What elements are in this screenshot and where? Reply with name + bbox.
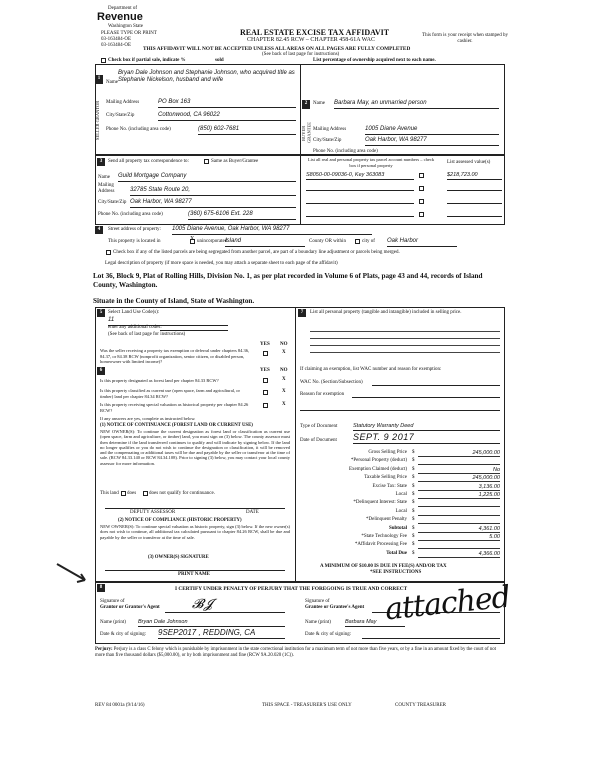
grantor-date-label: Date & city of signing: — [100, 632, 147, 637]
calc-row — [300, 458, 502, 466]
calc-label: *State Technology Fee — [361, 534, 407, 539]
dollar-sign: $ — [412, 542, 415, 548]
sign-here-arrow-icon — [55, 560, 97, 588]
calc-row — [300, 534, 502, 542]
corr-city-label: City/State/Zip — [98, 200, 127, 205]
warning-text: THIS AFFIDAVIT WILL NOT BE ACCEPTED UNLESS ALL AREAS ON ALL PAGES ARE FULLY COMPLETED — [143, 46, 411, 52]
land-label: This land — [100, 491, 119, 496]
calc-label: Exemption Claimed (deduct) — [348, 466, 407, 472]
doc-type-label: Type of Document — [300, 424, 338, 429]
corr-name-label: Name — [98, 175, 110, 180]
seller-city-label: City/State/Zip — [106, 113, 135, 118]
calc-value[interactable]: 1,225.00 — [418, 492, 500, 499]
land-use-code[interactable]: 11 — [108, 317, 228, 326]
situate-text[interactable]: Situate in the County of Island, State of Washington. — [93, 297, 255, 305]
print-label: PLEASE TYPE OR PRINT — [101, 31, 157, 36]
calc-value[interactable]: 245,000.00 — [418, 450, 500, 457]
no-header-2: NO — [280, 368, 288, 373]
calc-row — [300, 484, 502, 492]
forest-no-mark[interactable]: X — [282, 377, 286, 382]
section-7-badge: 7 — [298, 309, 306, 317]
dollar-sign: $ — [412, 534, 415, 539]
print-name-label: PRINT NAME — [178, 572, 210, 577]
calc-value[interactable] — [418, 517, 500, 524]
exemption-no-mark[interactable]: X — [282, 350, 286, 355]
city-checkbox[interactable] — [355, 239, 360, 244]
dept-label: Department of — [108, 6, 138, 11]
continuance-text: NEW OWNER(S): To continue the current designation as forest land or classification as current use (open space, farm and agriculture, or timber) land, you must sign on (3) below. The county assessor must then determine if the land transferred continues to qualify and will indicate by signing below. If the land no longer qualifies or you do not wish to continue the designation or classification, it will be removed and the compensating or additional taxes will be due and payable by the seller or transferor at the time of sale. (RCW 84.33.140 or RCW 84.34.108). Prior to signing (3) below, you may contact your local county assessor for more information. — [100, 429, 290, 466]
historic-yes-checkbox[interactable] — [263, 403, 268, 408]
buyer-phone-label: Phone No. (including area code) — [313, 149, 378, 154]
dollar-sign: $ — [412, 500, 415, 506]
instructions-note: (See back of last page for instructions) — [262, 52, 340, 57]
grantee-agent-label: Grantee or Grantee's Agent — [305, 605, 365, 610]
personal-property-checkbox-3[interactable] — [419, 199, 424, 204]
form-number-2: 03-163484-OE — [101, 43, 131, 48]
same-as-buyer-checkbox[interactable] — [204, 159, 209, 164]
legal-label: Legal description of property (if more space is needed, you may attach a separate sheet to each page of the affidavit) — [105, 261, 338, 266]
calc-value[interactable]: 3,136.00 — [418, 484, 500, 491]
corr-address[interactable]: 32785 State Route 20, — [130, 187, 296, 196]
land-use-title: Select Land Use Code(s): — [108, 310, 160, 315]
no-header-1: NO — [280, 342, 288, 347]
grantor-name-label: Name (print) — [100, 620, 126, 625]
grantor-signature[interactable] — [165, 612, 285, 613]
calc-label: *Delinquent Penalty — [366, 517, 407, 523]
current-use-no-mark[interactable]: X — [282, 389, 286, 394]
buyer-label: BUYER GRANTEE — [301, 122, 312, 144]
corr-city[interactable]: Oak Harbor, WA 98277 — [130, 199, 296, 208]
calc-value[interactable]: 5.00 — [418, 534, 500, 541]
street-address[interactable]: 1005 Diane Avenue, Oak Harbor, WA 98277 — [172, 226, 372, 235]
see-instructions-note: *SEE INSTRUCTIONS — [370, 570, 422, 575]
city-field[interactable]: Oak Harbor — [387, 238, 457, 247]
additional-codes-label: enter any additional codes: — [108, 325, 162, 330]
dollar-sign: $ — [412, 450, 415, 455]
partial-sale-checkbox[interactable] — [101, 58, 106, 63]
sold-label: sold — [215, 58, 224, 63]
current-use-question: Is this property classified as current use (open space, farm and agricultural, or timber) land per chapter 84.34 RCW? — [100, 388, 240, 399]
city-of-label: city of — [362, 239, 375, 244]
calc-label: *Personal Property (deduct) — [350, 458, 407, 464]
section-4-badge: 4 — [95, 226, 103, 234]
perjury-label: Perjury: — [95, 647, 113, 652]
calc-label: *Delinquent Interest: State — [353, 500, 407, 506]
segregation-label: Check box if any of the listed parcels are being segregated from another parcel, are part of a boundary line adjustment or parcels being merged. — [113, 250, 400, 255]
doc-date[interactable]: SEPT. 9 2017 — [353, 432, 500, 444]
section-6-badge: 6 — [97, 367, 105, 375]
calc-label: Gross Selling Price — [368, 450, 407, 455]
calc-label: Subtotal — [388, 525, 407, 531]
buyer-addr-label: Mailing Address — [313, 127, 347, 132]
additional-codes-field[interactable] — [160, 330, 228, 331]
partial-sale-label: Check box if partial sale, indicate % — [108, 58, 186, 63]
calc-value[interactable]: 4,366.00 — [418, 551, 500, 558]
calc-row — [300, 509, 502, 517]
calc-label: Total Due — [386, 550, 407, 556]
land-use-see: (See back of last page for instructions) — [108, 332, 186, 337]
seller-label: SELLER GRANTOR — [95, 100, 100, 140]
legal-description[interactable]: Lot 36, Block 9, Plat of Rolling Hills, Division No. 1, as per plat recorded in Volume 6 of Plats, page 43 and 44, records of Island County, Washington. — [93, 272, 483, 289]
does-not-label: does not qualify for continuance. — [149, 491, 215, 496]
treasurer-use-label: THIS SPACE - TREASURER'S USE ONLY — [262, 703, 352, 708]
assessed-value[interactable]: $218,723.00 — [447, 172, 502, 180]
calc-row — [300, 551, 502, 559]
corr-addr-label: Mailing Address — [98, 183, 115, 195]
calc-label: Taxable Selling Price — [364, 475, 407, 481]
grantee-date-label: Date & city of signing: — [305, 632, 352, 637]
section-5-badge: 5 — [97, 309, 105, 317]
exemption-claim-label: If claiming an exemption, list WAC number and reason for exemption: — [300, 367, 442, 372]
seller-phone[interactable]: (850) 602-7681 — [198, 126, 296, 135]
corr-phone-label: Phone No. (including area code) — [98, 212, 163, 217]
assessed-header: List assessed value(s) — [447, 160, 491, 165]
exemption-yes-checkbox[interactable] — [263, 351, 268, 356]
dollar-sign: $ — [412, 517, 415, 523]
revision-label: REV 84 0001a (9/14/16) — [95, 703, 145, 708]
revenue-logo: Revenue — [97, 11, 143, 23]
calc-value[interactable] — [418, 542, 500, 549]
assessor-date-label: DATE — [246, 510, 259, 515]
print-name-field[interactable] — [105, 570, 285, 571]
calc-row — [300, 450, 502, 458]
section-1-badge: 1 — [95, 75, 103, 84]
buyer-address[interactable]: 1005 Diane Avenue — [365, 126, 499, 135]
perjury-note — [95, 647, 507, 659]
does-label: does — [127, 491, 137, 496]
grantee-name-label: Name (print) — [305, 620, 331, 625]
reason-field[interactable] — [352, 397, 500, 398]
calc-label: Excise Tax: State — [372, 483, 407, 489]
calc-label: *Affidavit Processing Fee — [354, 542, 407, 548]
wac-label: WAC No. (Section/Subsection) — [300, 380, 363, 385]
compliance-heading: (2) NOTICE OF COMPLIANCE (HISTORIC PROPERTY) — [118, 518, 242, 523]
segregation-checkbox[interactable] — [106, 250, 111, 255]
calc-row — [300, 517, 502, 525]
dollar-sign: $ — [412, 475, 415, 481]
answers-note: If any answers are yes, complete as instructed below. — [100, 416, 196, 421]
grantor-name[interactable]: Bryan Dale Johnson — [138, 619, 285, 627]
section-3-badge: 3 — [97, 158, 105, 166]
dollar-sign: $ — [412, 525, 415, 531]
historic-question: Is this property receiving special valuation as historical property per chapter 84.26 RCW? — [100, 402, 249, 413]
calc-value[interactable]: 4,361.00 — [418, 526, 500, 533]
dollar-sign: $ — [412, 458, 415, 464]
section-8-badge: 8 — [97, 584, 105, 592]
yes-header-1: YES — [260, 342, 270, 347]
seller-name[interactable]: Bryan Dale Johnson and Stephanie Johnson, who acquired title as Stephanie Nickelson, husband and wife — [118, 70, 295, 83]
grantee-sig-label: Signature of — [305, 599, 330, 604]
form-number: 03-163484-OE — [101, 37, 131, 42]
perjury-text: Perjury is a class C felony which is punishable by imprisonment in the state correctional institution for a maximum term of not more than five years, or by a fine in an amount fixed by the court of not more than five thousand dollars ($5,000.00), or by both imprisonment and fine (RCW 9A.20.020 (1C)). — [95, 647, 496, 658]
parcel-header: List all real and personal property tax parcel account numbers – check box if personal property — [307, 157, 435, 168]
personal-property-label: List all personal property (tangible and intangible) included in selling price. — [310, 310, 462, 315]
dollar-sign: $ — [412, 550, 415, 556]
correspondence-label: Send all property tax correspondence to: — [108, 159, 189, 164]
certify-text: I CERTIFY UNDER PENALTY OF PERJURY THAT THE FOREGOING IS TRUE AND CORRECT — [175, 586, 408, 592]
county-field[interactable]: Island — [225, 238, 305, 247]
does-not-qualify-checkbox[interactable] — [143, 491, 148, 496]
seller-name-label: Name — [106, 80, 118, 85]
corr-name[interactable]: Guild Mortgage Company — [118, 173, 296, 182]
chapter-label: CHAPTER 82.45 RCW – CHAPTER 458-61A WAC — [247, 37, 375, 43]
historic-no-mark[interactable]: X — [282, 402, 286, 407]
does-qualify-checkbox[interactable] — [121, 491, 126, 496]
dollar-sign: $ — [412, 492, 415, 497]
continuance-heading: (1) NOTICE OF CONTINUANCE (FOREST LAND OR CURRENT USE) — [100, 423, 253, 428]
calc-row — [300, 475, 502, 483]
personal-property-checkbox-2[interactable] — [419, 186, 424, 191]
attached-handwriting: attached — [383, 579, 512, 628]
street-label: Street address of property: — [108, 227, 161, 232]
seller-phone-label: Phone No. (including area code) — [106, 127, 171, 132]
calc-value[interactable]: 245,000.00 — [418, 475, 500, 482]
deputy-assessor-label: DEPUTY ASSESSOR — [130, 510, 176, 515]
grantee-name[interactable]: Barbara May — [345, 619, 405, 627]
unincorporated-label: unincorporated — [197, 239, 228, 244]
compliance-text: NEW OWNER(S): To continue special valuation as historic property, sign (3) below. If the new owner(s) does not wish to continue, all additional tax calculated pursuant to chapter 84.26 RCW, shall be due and payable by the seller or transferor at the time of sale. — [100, 524, 290, 540]
buyer-name-label: Name — [313, 101, 325, 106]
page-title: REAL ESTATE EXCISE TAX AFFIDAVIT — [240, 28, 390, 37]
section-2-badge: 2 — [302, 100, 310, 109]
grantee-date-city[interactable] — [362, 638, 500, 639]
seller-addr-label: Mailing Address — [106, 100, 140, 105]
reason-label: Reason for exemption — [300, 392, 345, 397]
calc-row — [300, 526, 502, 534]
current-use-yes-checkbox[interactable] — [263, 390, 268, 395]
dollar-sign: $ — [412, 508, 415, 514]
state-label: Washington State — [108, 24, 144, 29]
buyer-name[interactable]: Barbara May, an unmarried person — [334, 100, 499, 109]
calc-value[interactable] — [418, 458, 500, 465]
owner-signature-label: (3) OWNER(S) SIGNATURE — [148, 555, 209, 560]
dollar-sign: $ — [412, 466, 415, 472]
seller-address[interactable]: PO Box 163 — [158, 99, 296, 108]
same-as-buyer-label: Same as Buyer/Grantee — [211, 159, 259, 164]
seller-city[interactable]: Cottonwood, CA 96022 — [158, 112, 296, 121]
ownership-note: List percentage of ownership acquired next to each name. — [313, 58, 436, 63]
grantor-agent-label: Grantor or Grantor's Agent — [100, 605, 160, 610]
corr-phone[interactable]: (360) 675-6106 Ext. 228 — [188, 211, 296, 220]
buyer-city-label: City/State/Zip — [313, 138, 342, 143]
personal-property-checkbox-4[interactable] — [419, 212, 424, 217]
receipt-note: This form is your receipt when stamped by cashier. — [422, 33, 508, 45]
located-label: This property is located in — [108, 239, 161, 244]
grantor-date-city[interactable]: 9SEP2017 , REDDING, CA — [158, 628, 285, 639]
personal-property-checkbox-1[interactable] — [419, 173, 424, 178]
calc-row — [300, 500, 502, 508]
doc-type[interactable]: Statutory Warranty Deed — [353, 423, 500, 431]
county-treasurer-label: COUNTY TREASURER — [395, 703, 446, 708]
calc-row — [300, 542, 502, 550]
forest-question: Is this property designated as forest land per chapter 84.33 RCW? — [100, 378, 219, 383]
calc-value[interactable]: No — [418, 467, 500, 474]
calc-value[interactable] — [418, 500, 500, 507]
exemption-question: Was the seller receiving a property tax exemption or deferral under chapters 84.36, 84.37, or 84.38 RCW (nonprofit organization, senior citizen, or disabled person, homeowner with limited income)? — [100, 348, 250, 365]
x-mark-icon: X — [190, 236, 195, 242]
calc-row — [300, 492, 502, 500]
calc-row — [300, 467, 502, 475]
personal-property-lines[interactable] — [310, 325, 500, 353]
county-label: County OR within — [309, 239, 346, 244]
buyer-city[interactable]: Oak Harbor, WA 98277 — [365, 137, 499, 146]
wac-field[interactable] — [372, 385, 500, 386]
dollar-sign: $ — [412, 483, 415, 489]
grantor-sig-label: Signature of — [100, 599, 125, 604]
minimum-note: A MINIMUM OF $10.00 IS DUE IN FEE(S) AND/OR TAX — [320, 564, 447, 569]
calc-label: Local — [395, 492, 407, 497]
yes-header-2: YES — [260, 368, 270, 373]
calc-value[interactable] — [418, 509, 500, 516]
doc-date-label: Date of Document — [300, 438, 337, 443]
calc-label: Local — [395, 508, 407, 514]
grantor-signature-mark: 𝓑𝓙 — [192, 597, 213, 612]
forest-yes-checkbox[interactable] — [263, 378, 268, 383]
parcel-number[interactable]: S8050-00-09036-0, Key 363083 — [306, 172, 414, 180]
